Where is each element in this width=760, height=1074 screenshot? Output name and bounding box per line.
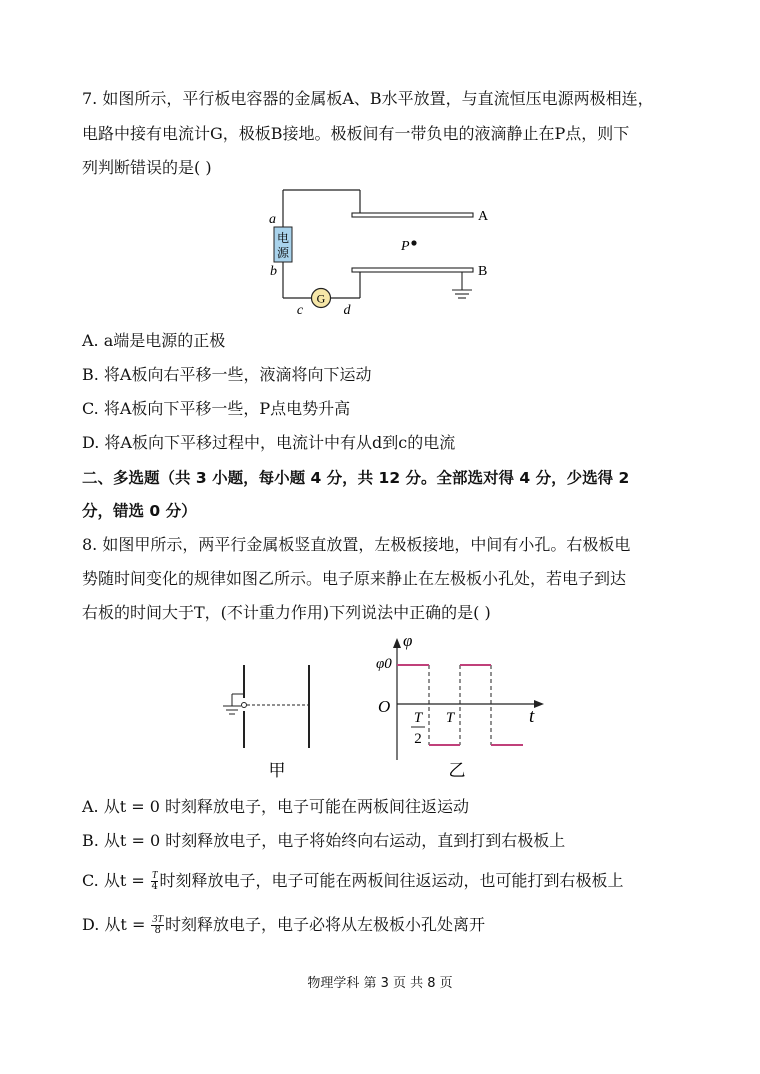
label-c: c bbox=[296, 303, 304, 318]
label-plate-b: B bbox=[478, 264, 488, 279]
q8-option-b: B. 从t = 0 时刻释放电子，电子将始终向右运动，直到打到右极板上 bbox=[82, 831, 566, 850]
source-label-1: 电 bbox=[276, 231, 290, 245]
section-heading-line-2: 分，错选 0 分） bbox=[82, 502, 197, 520]
origin-label: O bbox=[378, 697, 391, 716]
q7-stem-line-2: 电路中接有电流计G，极板B接地。极板间有一带负电的液滴静止在P点，则下 bbox=[82, 124, 630, 143]
q8-option-d-text: 时刻释放电子，电子必将从左极板小孔处离开 bbox=[165, 915, 486, 934]
q7-option-c: C. 将A板向下平移一些，P点电势升高 bbox=[82, 399, 351, 418]
label-d: d bbox=[343, 303, 351, 318]
q7-option-a: A. a端是电源的正极 bbox=[82, 331, 226, 350]
tick-half-num: T bbox=[413, 710, 423, 726]
tick-half-den: 2 bbox=[414, 731, 422, 747]
label-a: a bbox=[269, 212, 276, 227]
label-b: b bbox=[270, 264, 277, 279]
q8-option-c-text: 时刻释放电子，电子可能在两板间往返运动，也可能打到右极板上 bbox=[159, 871, 624, 890]
page-footer: 物理学科 第 3 页 共 8 页 bbox=[307, 976, 453, 991]
q8-stem-line-2: 势随时间变化的规律如图乙所示。电子原来静止在左极板小孔处，若电子到达 bbox=[82, 569, 627, 588]
q7-option-d: D. 将A板向下平移过程中，电流计中有从d到c的电流 bbox=[82, 433, 456, 452]
tick-T: T bbox=[445, 710, 455, 726]
x-axis-label: t bbox=[529, 706, 535, 727]
section-heading-line-1: 二、多选题（共 3 小题，每小题 4 分，共 12 分。全部选对得 4 分，少选得 2 bbox=[82, 469, 630, 487]
q8-stem-line-3: 右板的时间大于T，(不计重力作用)下列说法中正确的是( ) bbox=[82, 603, 491, 622]
q8-option-d-fraction: $\frac{3T}{8}$ bbox=[152, 914, 164, 936]
y-axis-label: φ bbox=[403, 631, 413, 650]
q8-option-c-prefix: C. 从t = bbox=[82, 871, 145, 890]
y-tick-phi0: φ0 bbox=[376, 656, 392, 672]
source-label-2: 源 bbox=[276, 246, 290, 260]
q8-stem-line-1: 8. 如图甲所示，两平行金属板竖直放置，左极板接地，中间有小孔。右极板电 bbox=[82, 535, 631, 554]
q8-option-d bbox=[82, 914, 485, 936]
label-point-p: P bbox=[401, 239, 410, 254]
q7-option-b: B. 将A板向右平移一些，液滴将向下运动 bbox=[82, 365, 372, 384]
q8-option-c bbox=[82, 870, 623, 892]
q7-stem-line-3: 列判断错误的是( ) bbox=[82, 158, 212, 177]
figure-yi-label: 乙 bbox=[448, 761, 466, 780]
label-plate-a: A bbox=[478, 209, 489, 224]
q8-option-c-fraction: $\frac{T}{4}$ bbox=[151, 870, 158, 892]
q7-stem-line-1: 7. 如图所示，平行板电容器的金属板A、B水平放置，与直流恒压电源两极相连， bbox=[82, 89, 654, 108]
galvanometer-label: G bbox=[316, 291, 326, 306]
q8-option-a: A. 从t = 0 时刻释放电子，电子可能在两板间往返运动 bbox=[82, 797, 470, 816]
q8-option-d-prefix: D. 从t = bbox=[82, 915, 146, 934]
figure-jia-label: 甲 bbox=[268, 761, 286, 780]
